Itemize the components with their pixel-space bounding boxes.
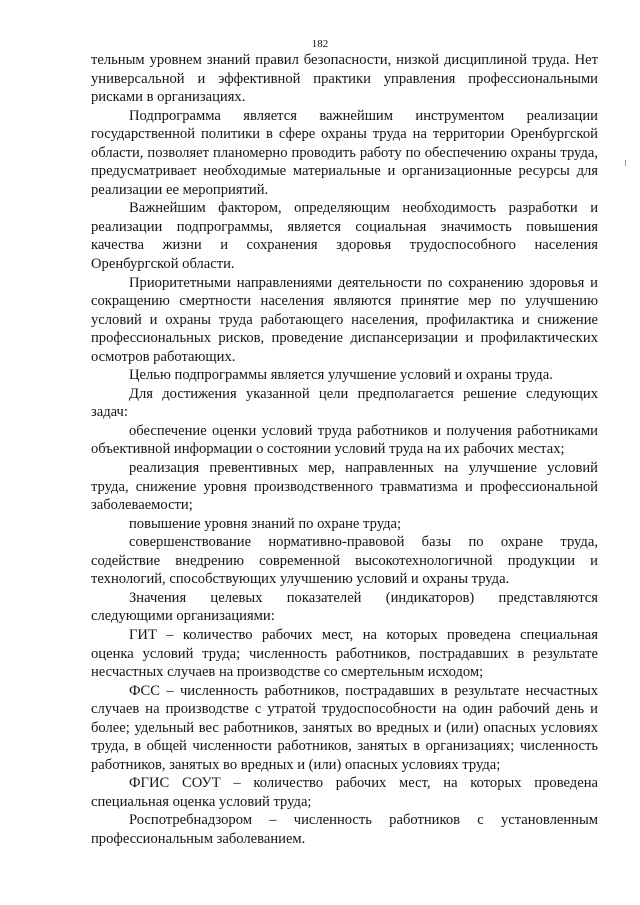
body-text [91,51,598,849]
paragraph: Подпрограмма является важнейшим инструментом реализации государственной политики в сфере охраны труда на территории Оренбургской области, позволяет планомерно проводить работу по обеспечению охраны труда, предусматривает необходимые материальные и организационные ресурсы для реализации ее мероприятий. [91,107,598,198]
paragraph-continuation: тельным уровнем знаний правил безопасности, низкой дисциплиной труда. Нет универсальной и эффективной практики управления профессиональными рисками в организациях. [91,52,598,106]
page-number: 182 [311,38,329,50]
indicator-item: ФСС – численность работников, пострадавших в результате несчастных случаев на производстве с утратой трудоспособности на один рабочий день и более; удельный вес работников, занятых во вредных и (или) опасных условиях труда, в общей численности работников, занятых в организациях; численность работников, занятых во вредных и (или) опасных условиях труда; [91,682,598,773]
indicator-item: ГИТ – количество рабочих мест, на которых проведена специальная оценка условий труда; численность работников, пострадавших в результате несчастных случаев на производстве со смертельным исходом; [91,626,598,681]
task-item: обеспечение оценки условий труда работников и получения работниками объективной информации о состоянии условий труда на их рабочих местах; [91,422,598,458]
indicator-item: ФГИС СОУТ – количество рабочих мест, на которых проведена специальная оценка условий труда; [91,775,598,810]
task-item: реализация превентивных мер, направленных на улучшение условий труда, снижение уровня производственного травматизма и профессиональной заболеваемости; [91,460,598,514]
task-item: повышение уровня знаний по охране труда; [129,515,402,532]
paragraph: Значения целевых показателей (индикаторов) представляются следующими организациями: [91,589,598,625]
paragraph: Важнейшим фактором, определяющим необходимость разработки и реализации подпрограммы, является социальная значимость повышения качества жизни и сохранения здоровья трудоспособного населения Оренбургской области. [91,200,598,273]
task-item: совершенствование нормативно-правовой базы по охране труда, содействие внедрению современной высокотехнологичной продукции и технологий, способствующих улучшению условий и охраны труда. [91,534,598,588]
indicator-item: Роспотребнадзором – численность работников с установленным профессиональным заболеванием. [91,812,598,847]
paragraph: Приоритетными направлениями деятельности по сохранению здоровья и сокращению смертности населения являются принятие мер по улучшению условий и охраны труда работающего населения, профилактика и снижение профессиональных рисков, проведение диспансеризации и профилактических осмотров работающих. [91,274,598,365]
margin-mark [625,160,626,166]
paragraph: Целью подпрограммы является улучшение условий и охраны труда. [129,367,553,384]
paragraph: Для достижения указанной цели предполагается решение следующих задач: [91,385,598,421]
